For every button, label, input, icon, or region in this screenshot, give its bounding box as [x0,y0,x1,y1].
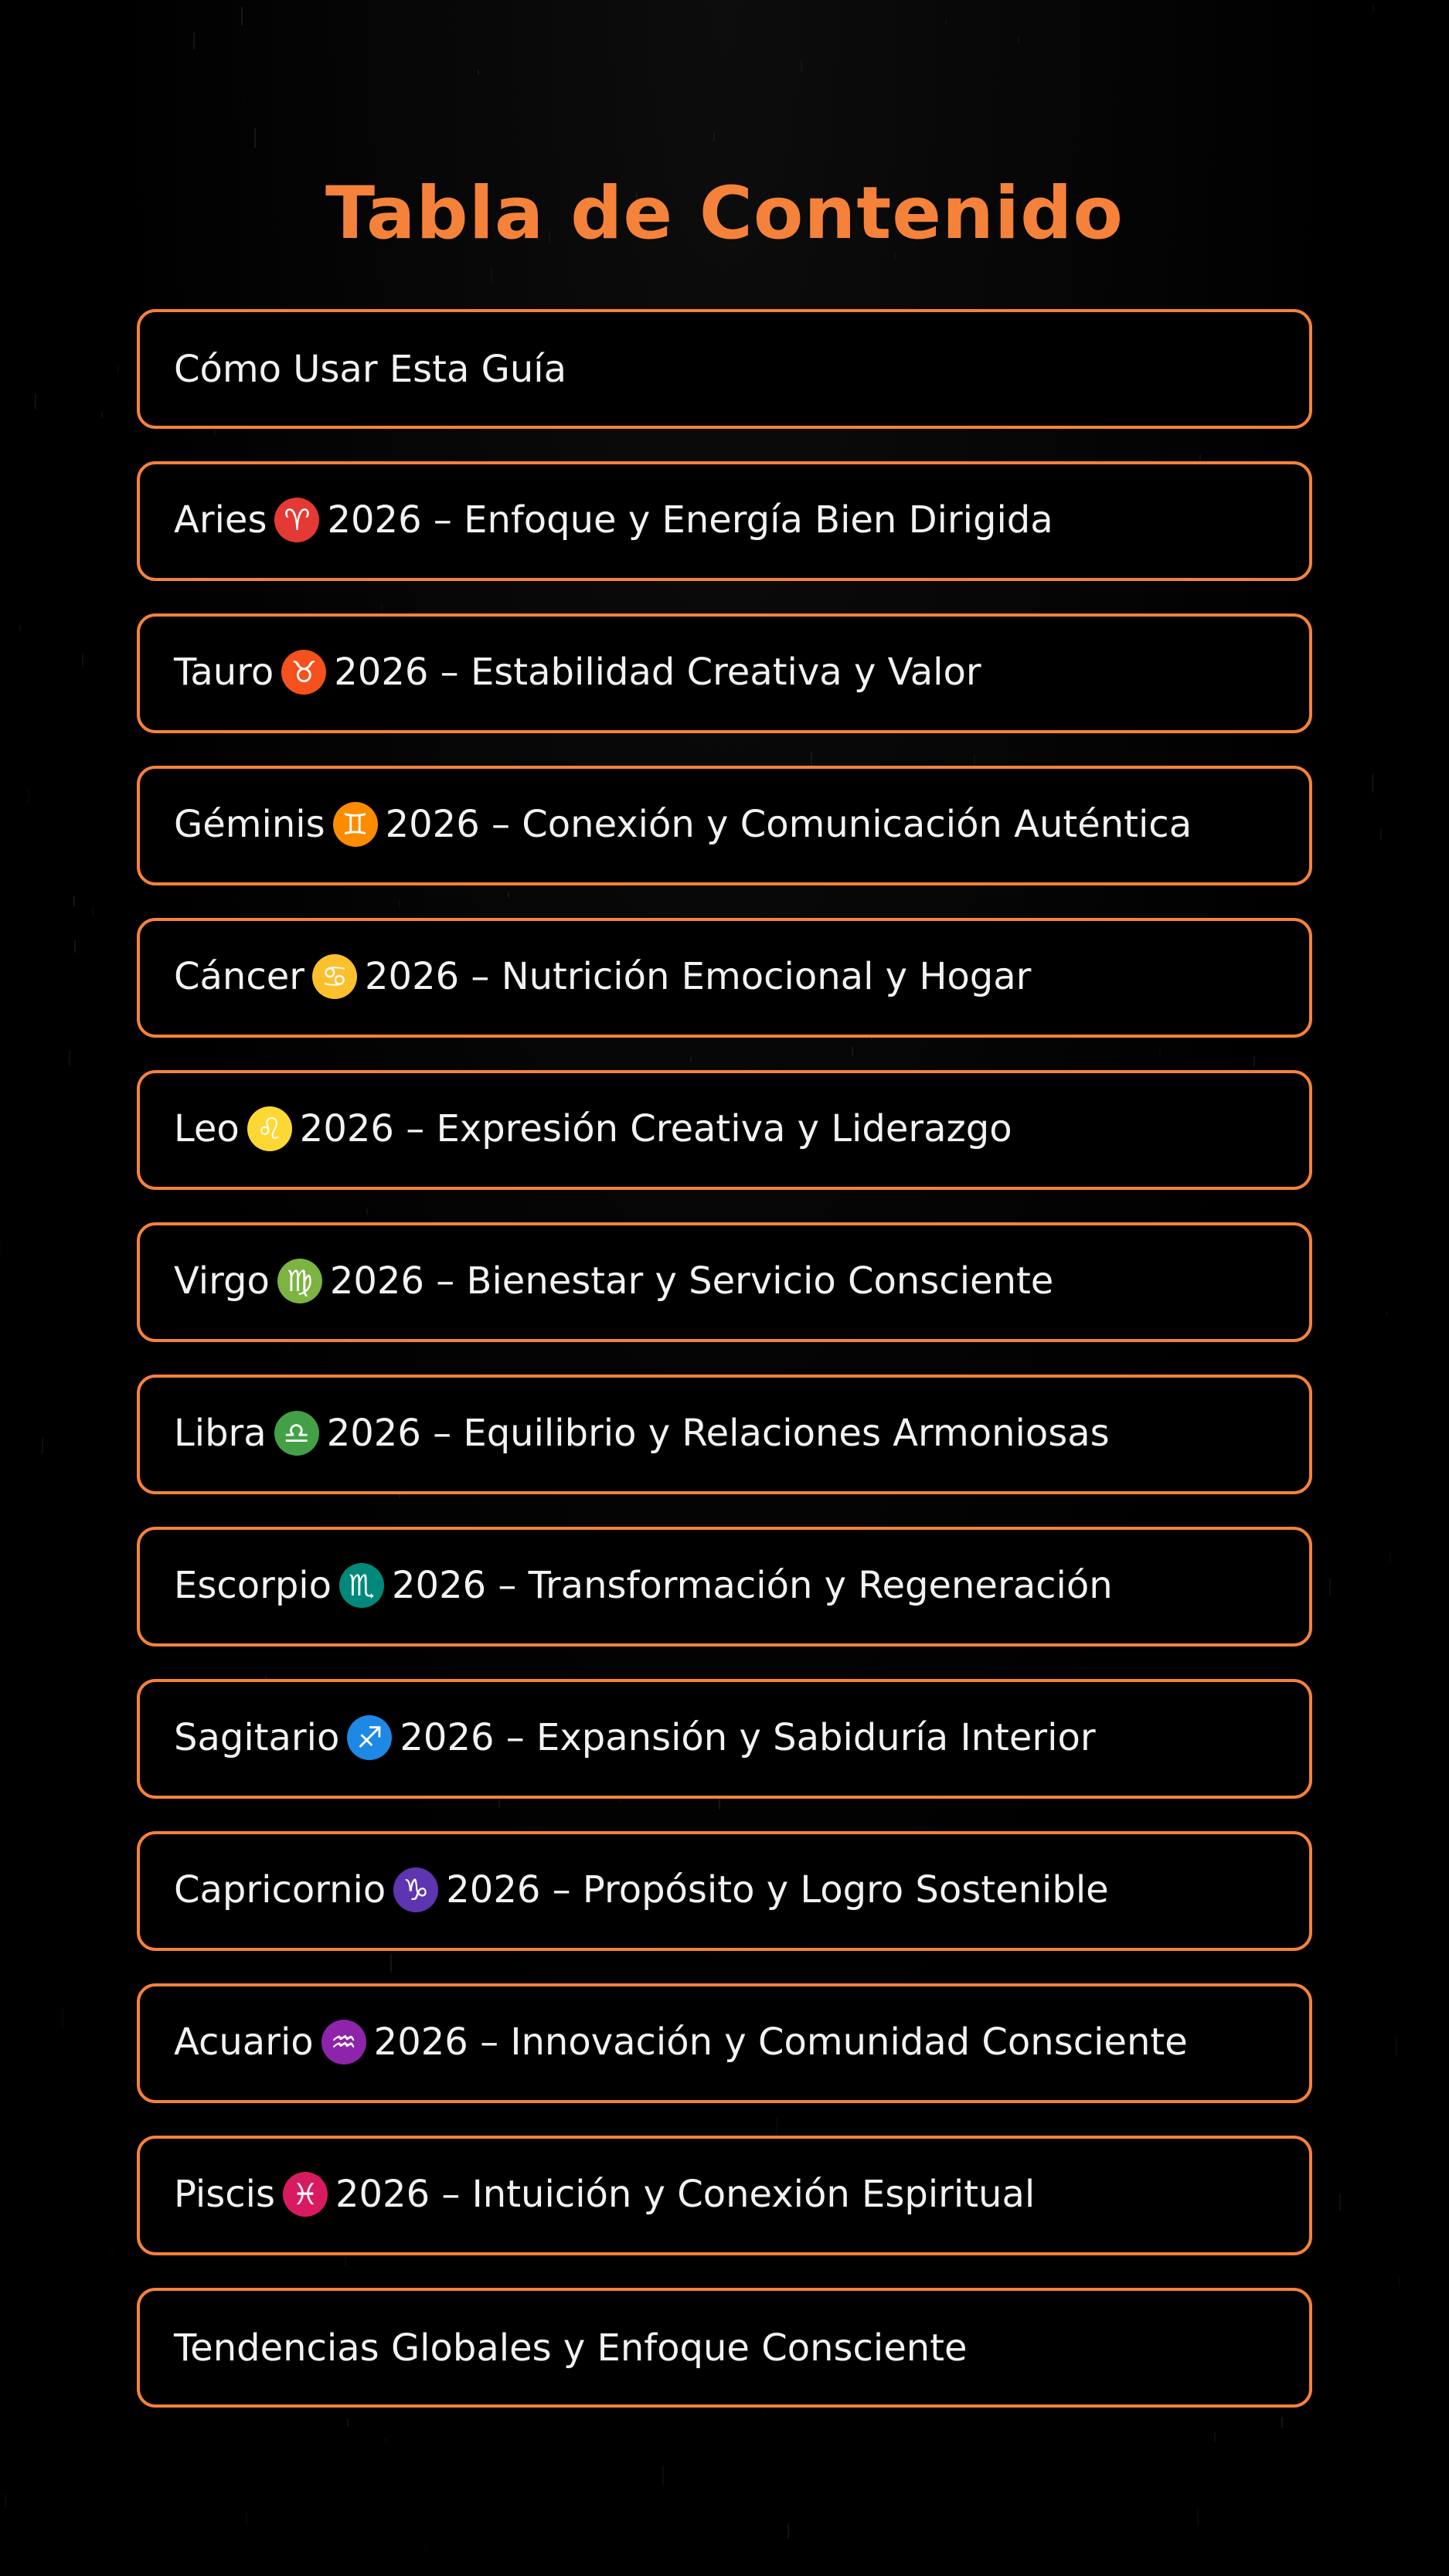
toc-item-title: Leo [174,1106,240,1150]
background-streak [42,1437,43,1453]
background-streak [5,2494,6,2509]
background-streak [787,2523,789,2538]
background-streak [0,1242,2,1254]
background-streak [425,2546,427,2551]
toc-item[interactable] [137,2136,1312,2255]
toc-item[interactable] [137,1831,1312,1951]
background-streak [1372,773,1373,793]
background-streak [73,896,75,906]
background-streak [1396,2036,1397,2056]
toc-item-title: Cáncer [174,954,305,998]
background-streak [19,625,21,631]
toc-item-subtitle: 2026 – Transformación y Regeneración [392,1563,1113,1607]
toc-item-label [174,1107,1012,1154]
gemini-icon: ♊ [333,802,378,847]
background-streak [82,654,83,667]
background-streak [246,2513,247,2524]
toc-item[interactable] [137,1983,1312,2103]
toc-item-title: Piscis [174,2172,275,2216]
taurus-icon: ♉ [281,650,326,695]
background-streak [801,61,802,71]
toc-item-label [174,651,981,697]
background-streak [1380,828,1382,840]
toc-item-subtitle: 2026 – Equilibrio y Relaciones Armoniosas [326,1411,1110,1455]
toc-item-title: Tendencias Globales y Enfoque Consciente [174,2326,968,2370]
toc-item-label [174,1868,1109,1915]
background-streak [117,366,119,373]
toc-item[interactable] [137,1375,1312,1494]
background-streak [241,7,243,25]
cancer-icon: ♋ [312,954,357,999]
toc-item-title: Virgo [174,1259,270,1303]
toc-item-title: Libra [174,1411,267,1455]
background-streak [662,2466,664,2485]
background-streak [193,32,195,49]
toc-item[interactable] [137,613,1312,733]
toc-item-label [174,1564,1113,1610]
background-streak [1386,1311,1388,1316]
background-streak [254,127,256,148]
background-streak [1399,2278,1400,2286]
toc-item-subtitle: 2026 – Conexión y Comunicación Auténtica [385,802,1192,846]
background-streak [28,790,29,804]
background-streak [491,267,492,283]
toc-item[interactable] [137,1679,1312,1799]
background-streak [1339,2194,1341,2211]
toc-item-label [174,1716,1096,1762]
toc-item-title: Géminis [174,802,325,846]
virgo-icon: ♍ [277,1259,322,1303]
background-streak [74,940,76,953]
pisces-icon: ♓ [283,2172,328,2217]
toc-item-subtitle: 2026 – Bienestar y Servicio Consciente [329,1259,1054,1303]
sagittarius-icon: ♐ [347,1715,392,1760]
leo-icon: ♌ [247,1106,292,1151]
background-streak [713,132,715,141]
toc-item-subtitle: 2026 – Nutrición Emocional y Hogar [365,954,1032,998]
aquarius-icon: ♒ [321,2020,366,2065]
toc-item-subtitle: 2026 – Innovación y Comunidad Consciente [373,2020,1188,2064]
scorpio-icon: ♏ [339,1563,384,1608]
aries-icon: ♈ [274,498,319,542]
toc-item-subtitle: 2026 – Expresión Creativa y Liderazgo [299,1106,1012,1150]
background-streak [92,906,94,915]
background-streak [62,2007,63,2028]
toc-item-label [174,2326,968,2370]
background-streak [478,70,479,75]
toc-item-title: Acuario [174,2020,314,2064]
toc-item[interactable] [137,461,1312,581]
toc-item-title: Capricornio [174,1867,386,1912]
table-of-contents-list [137,309,1312,2440]
toc-item[interactable] [137,2288,1312,2408]
toc-item-label [174,955,1031,1001]
toc-item-label [174,498,1053,545]
toc-item-title: Tauro [174,650,274,694]
background-streak [1329,1579,1331,1596]
background-streak [111,2246,113,2251]
toc-item-subtitle: 2026 – Enfoque y Energía Bien Dirigida [327,498,1053,542]
toc-item-title: Cómo Usar Esta Guía [174,347,567,391]
background-streak [243,95,245,100]
background-streak [101,411,103,417]
toc-item-title: Sagitario [174,1715,340,1759]
toc-item[interactable] [137,309,1312,429]
capricorn-icon: ♑ [393,1867,438,1912]
toc-item[interactable] [137,766,1312,885]
toc-item[interactable] [137,1527,1312,1647]
background-streak [1372,5,1374,14]
background-streak [1197,2510,1199,2527]
toc-item-subtitle: 2026 – Expansión y Sabiduría Interior [400,1715,1096,1759]
background-streak [69,1051,70,1066]
toc-item-subtitle: 2026 – Estabilidad Creativa y Valor [334,650,981,694]
background-streak [945,19,947,24]
toc-item-label [174,1259,1053,1306]
toc-item-title: Aries [174,498,267,542]
page-title: Tabla de Contenido [325,172,1124,256]
toc-item-label [174,803,1192,849]
toc-item[interactable] [137,1222,1312,1342]
toc-item[interactable] [137,1070,1312,1190]
toc-item-label [174,348,566,391]
toc-item-title: Escorpio [174,1563,332,1607]
toc-item-label [174,2173,1035,2219]
toc-item-label [174,2020,1188,2067]
toc-item-subtitle: 2026 – Intuición y Conexión Espiritual [335,2172,1036,2216]
toc-item-label [174,1412,1110,1458]
libra-icon: ♎ [274,1411,319,1456]
background-streak [1018,37,1019,43]
toc-item-subtitle: 2026 – Propósito y Logro Sostenible [446,1867,1109,1912]
background-streak [35,393,36,410]
toc-item[interactable] [137,918,1312,1038]
background-streak [1389,1553,1391,1563]
